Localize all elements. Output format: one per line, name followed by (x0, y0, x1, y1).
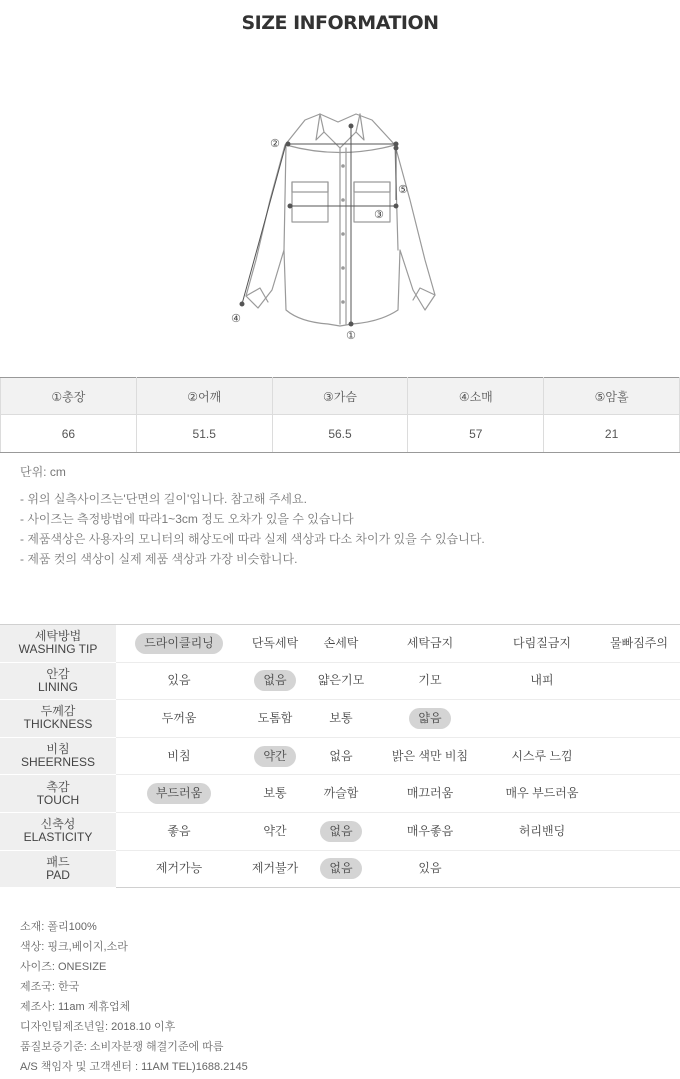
care-option: 보통 (263, 786, 287, 801)
care-row (0, 775, 680, 813)
size-table-value-row (1, 415, 680, 453)
care-option: 도톰함 (257, 710, 293, 725)
care-option-cell (242, 700, 308, 738)
care-row-label-en: THICKNESS (23, 717, 93, 732)
care-option: 시스루 느낌 (511, 748, 573, 763)
care-option-cell (486, 775, 598, 813)
care-option-cell (116, 625, 242, 663)
care-option: 매우 부드러움 (505, 786, 579, 801)
size-table-header-row (1, 378, 680, 415)
care-option-cell (242, 812, 308, 850)
care-row-label-ko: 두께감 (40, 704, 76, 719)
care-option-cell (598, 850, 680, 888)
care-option-cell (598, 662, 680, 700)
notes-list (20, 489, 485, 569)
care-option-cell (308, 737, 374, 775)
unit-label: 단위: cm (20, 465, 66, 479)
care-row-label-ko: 비침 (46, 742, 70, 757)
care-option: 있음 (418, 861, 442, 876)
info-country: 제조국: 한국 (20, 981, 80, 993)
marker-shoulder: ② (270, 137, 280, 150)
care-option-selected: 드라이클리닝 (135, 633, 223, 654)
care-row-header (0, 700, 116, 738)
care-row (0, 737, 680, 775)
care-row-label-en: TOUCH (36, 792, 80, 807)
care-row-label-ko: 신축성 (40, 817, 76, 832)
care-row-label-ko: 세탁방법 (34, 629, 82, 644)
care-option-cell (308, 775, 374, 813)
size-header-sleeve: ④소매 (408, 378, 544, 415)
care-option-cell (486, 737, 598, 775)
care-row-label-en: PAD (46, 867, 70, 882)
care-option-cell (116, 662, 242, 700)
marker-sleeve: ④ (231, 312, 241, 325)
care-option: 까슬함 (323, 786, 359, 801)
care-option: 매우좋음 (406, 823, 454, 838)
care-option-cell (374, 775, 486, 813)
care-option: 매끄러움 (406, 786, 454, 801)
shirt-illustration (220, 100, 460, 350)
care-option-cell (598, 700, 680, 738)
care-row-label-en: LINING (37, 679, 78, 694)
size-value-chest: 56.5 (272, 415, 408, 453)
care-option-selected: 없음 (254, 670, 295, 691)
care-option-cell (116, 850, 242, 888)
size-value-length: 66 (1, 415, 137, 453)
care-option: 세탁금지 (406, 635, 454, 650)
care-option-cell (598, 812, 680, 850)
care-row-label-en: WASHING TIP (18, 642, 98, 657)
care-option-cell (374, 662, 486, 700)
care-option: 제거가능 (155, 861, 203, 876)
care-option-cell (308, 700, 374, 738)
care-option: 두꺼움 (161, 710, 197, 725)
size-table (0, 377, 680, 453)
care-row-label-en: ELASTICITY (23, 830, 93, 845)
care-option-cell (242, 737, 308, 775)
product-info-list (20, 917, 248, 1077)
size-header-shoulder: ②어깨 (136, 378, 272, 415)
care-option: 다림질금지 (513, 635, 571, 650)
care-option: 없음 (329, 748, 353, 763)
care-option-cell (598, 737, 680, 775)
size-header-length: ①총장 (1, 378, 137, 415)
care-option: 있음 (167, 673, 191, 688)
care-option-selected: 약간 (254, 746, 295, 767)
care-option-selected: 없음 (320, 821, 361, 842)
info-service: A/S 책임자 및 고객센터 : 11AM TEL)1688.2145 (20, 1061, 248, 1073)
care-option-cell (242, 662, 308, 700)
care-option-cell (374, 700, 486, 738)
page-title: SIZE INFORMATION (241, 12, 439, 34)
care-option: 좋음 (167, 823, 191, 838)
care-option: 밝은 색만 비침 (391, 748, 469, 763)
care-option-cell (242, 850, 308, 888)
note-item: - 제품 컷의 색상이 실제 제품 색상과 가장 비슷합니다. (20, 552, 298, 566)
care-table (0, 624, 680, 888)
care-option-cell (116, 737, 242, 775)
care-option-selected: 얇음 (409, 708, 450, 729)
care-row (0, 625, 680, 663)
note-item: - 위의 실측사이즈는'단면의 길이'입니다. 참고해 주세요. (20, 492, 307, 506)
care-option: 비침 (167, 748, 191, 763)
info-material: 소재: 폴리100% (20, 921, 97, 933)
care-option-cell (374, 625, 486, 663)
care-option: 보통 (329, 710, 353, 725)
marker-chest: ③ (374, 208, 384, 221)
size-header-chest: ③가슴 (272, 378, 408, 415)
info-manufacturer: 제조사: 11am 제휴업체 (20, 1001, 131, 1013)
size-value-armhole: 21 (544, 415, 680, 453)
care-option-cell (486, 625, 598, 663)
care-row-label-ko: 패드 (46, 854, 70, 869)
care-option-selected: 부드러움 (147, 783, 211, 804)
care-option-cell (374, 812, 486, 850)
care-option: 약간 (263, 823, 287, 838)
info-warranty: 품질보증기준: 소비자분쟁 해결기준에 따름 (20, 1041, 224, 1053)
care-option-cell (116, 775, 242, 813)
care-option-cell (116, 812, 242, 850)
care-option-cell (486, 812, 598, 850)
shirt-diagram (220, 100, 460, 350)
size-value-shoulder: 51.5 (136, 415, 272, 453)
care-option-cell (242, 775, 308, 813)
care-row-header (0, 625, 116, 663)
care-row-header (0, 850, 116, 888)
care-option-cell (374, 850, 486, 888)
care-option-cell (308, 662, 374, 700)
info-date: 디자인팀제조년일: 2018.10 이후 (20, 1021, 176, 1033)
care-option-cell (598, 775, 680, 813)
care-option-cell (242, 625, 308, 663)
care-option-cell (374, 737, 486, 775)
care-row-header (0, 775, 116, 813)
care-option-cell (486, 700, 598, 738)
info-size: 사이즈: ONESIZE (20, 961, 107, 973)
care-option: 제거불가 (251, 861, 299, 876)
care-row (0, 662, 680, 700)
marker-armhole: ⑤ (398, 183, 408, 196)
marker-length: ① (346, 329, 356, 342)
care-option-cell (308, 625, 374, 663)
care-option: 허리밴딩 (518, 823, 566, 838)
care-row-header (0, 662, 116, 700)
care-row-label-ko: 촉감 (46, 779, 70, 794)
care-option-cell (486, 662, 598, 700)
note-item: - 사이즈는 측정방법에 따라1~3cm 정도 오차가 있을 수 있습니다 (20, 512, 354, 526)
note-item: - 제품색상은 사용자의 모니터의 해상도에 따라 실제 색상과 다소 차이가 있을 수 있습니다. (20, 532, 485, 546)
care-option-cell (308, 812, 374, 850)
care-option: 단독세탁 (251, 635, 299, 650)
care-option: 손세탁 (323, 635, 359, 650)
care-row-header (0, 812, 116, 850)
care-option-cell (116, 700, 242, 738)
care-row-header (0, 737, 116, 775)
care-option: 내피 (530, 673, 554, 688)
care-row (0, 850, 680, 888)
care-option-selected: 없음 (320, 858, 361, 879)
care-option: 얇은기모 (317, 673, 365, 688)
care-option: 물빠짐주의 (610, 635, 668, 650)
size-header-armhole: ⑤암홀 (544, 378, 680, 415)
care-row (0, 812, 680, 850)
care-option-cell (486, 850, 598, 888)
care-row (0, 700, 680, 738)
size-value-sleeve: 57 (408, 415, 544, 453)
care-row-label-ko: 안감 (46, 666, 70, 681)
info-color: 색상: 핑크,베이지,소라 (20, 941, 128, 953)
care-row-label-en: SHEERNESS (20, 755, 96, 770)
care-option: 기모 (418, 673, 442, 688)
care-option-cell (308, 850, 374, 888)
care-option-cell (598, 625, 680, 663)
